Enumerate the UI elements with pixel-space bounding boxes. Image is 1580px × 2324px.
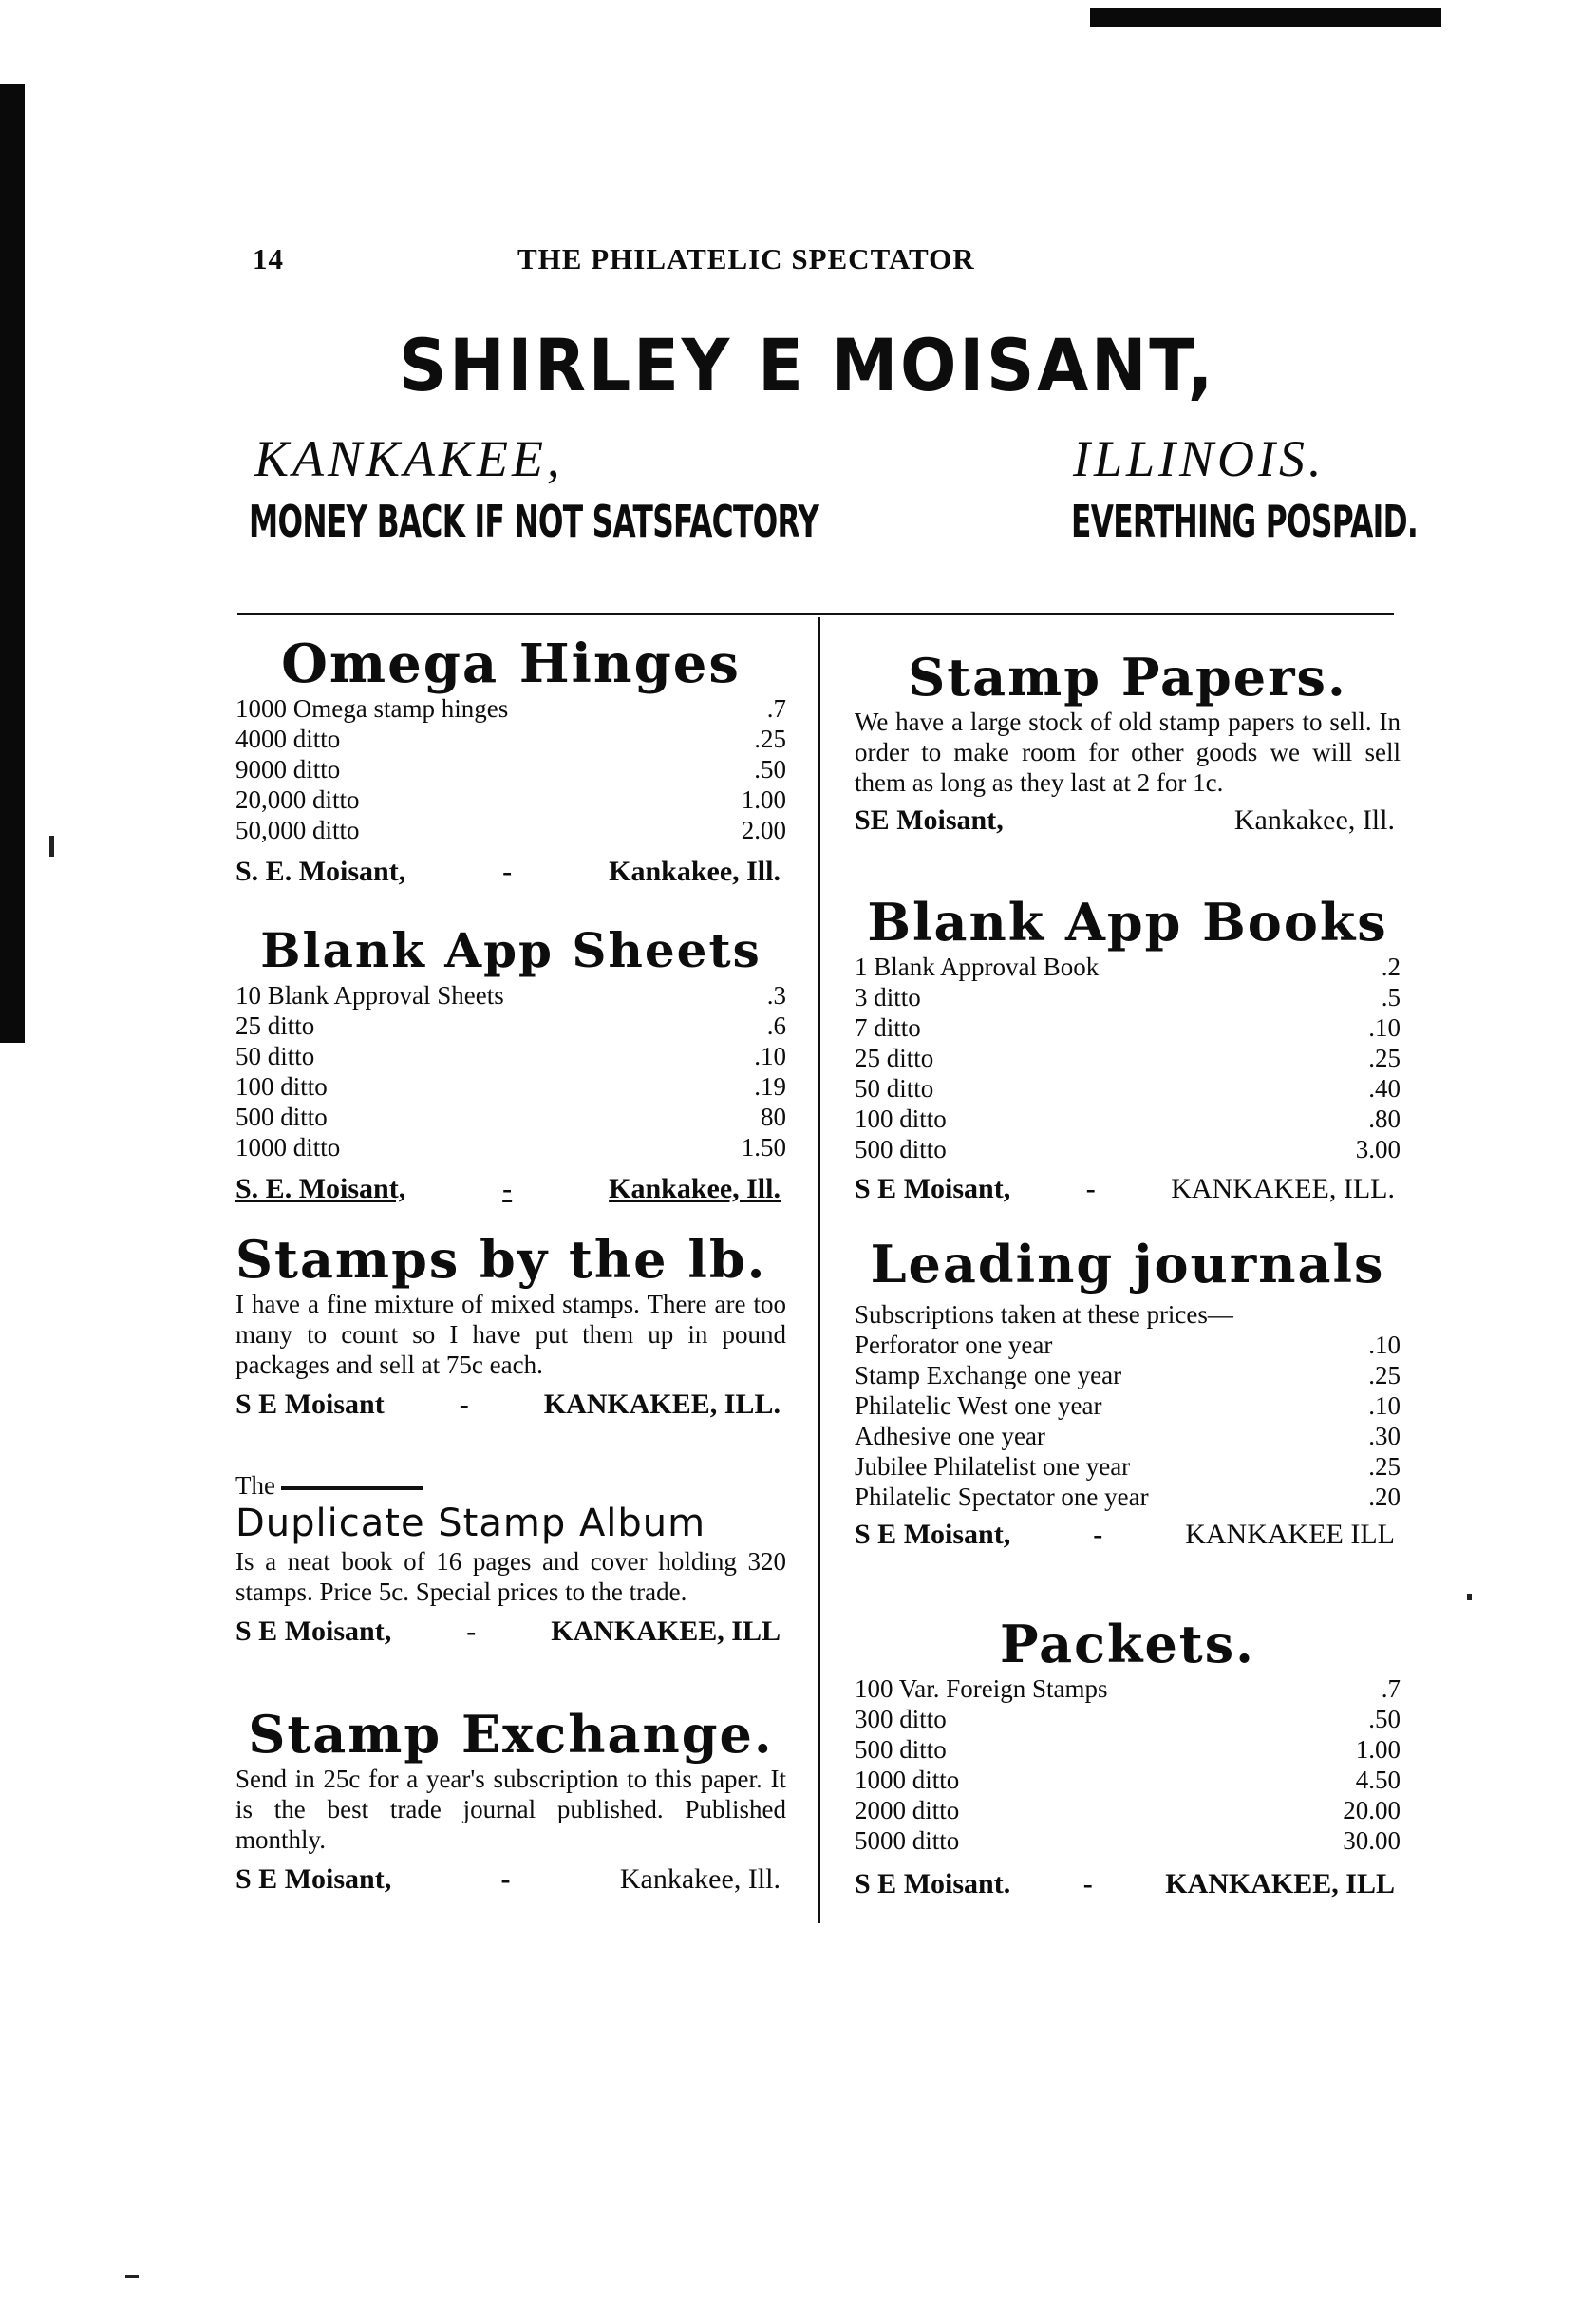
signature-line xyxy=(235,1613,786,1651)
sig-name: S E Moisant. xyxy=(855,1868,1011,1899)
item-price: .10 xyxy=(754,1042,786,1070)
sig-name: S. E. Moisant, xyxy=(235,1173,406,1204)
item-qty: 20,000 ditto xyxy=(235,785,360,814)
sig-sep: - xyxy=(1093,1519,1103,1550)
sig-location: KANKAKEE ILL xyxy=(1185,1519,1395,1550)
sig-sep: - xyxy=(466,1615,477,1647)
item-price: 20.00 xyxy=(1343,1796,1401,1824)
section-title: Packets. xyxy=(1000,1614,1255,1674)
sig-sep: - xyxy=(502,1173,513,1204)
signature-line xyxy=(855,802,1401,840)
item-qty: 100 Var. Foreign Stamps xyxy=(855,1674,1108,1703)
scan-edge-bar-left xyxy=(0,84,25,1043)
scan-speck xyxy=(49,836,54,857)
item-qty: 500 ditto xyxy=(855,1735,947,1764)
item-qty: 25 ditto xyxy=(235,1011,315,1040)
slogan-money-back: MONEY BACK IF NOT SATSFACTORY xyxy=(249,496,819,547)
price-row xyxy=(855,1825,1401,1856)
horizontal-rule xyxy=(237,613,1394,615)
item-qty: 7 ditto xyxy=(855,1013,921,1042)
price-row xyxy=(855,1734,1401,1765)
price-row xyxy=(855,1012,1401,1043)
price-row xyxy=(235,815,786,845)
sig-sep: - xyxy=(1085,1173,1096,1204)
sig-name: S. E. Moisant, xyxy=(235,856,406,887)
sig-name: SE Moisant, xyxy=(855,804,1004,836)
item-price: .3 xyxy=(766,981,786,1010)
price-row xyxy=(855,1482,1401,1512)
price-row xyxy=(855,1134,1401,1164)
item-qty: Stamp Exchange one year xyxy=(855,1361,1122,1389)
price-row xyxy=(235,754,786,784)
price-row xyxy=(855,1073,1401,1104)
advertiser-name: SHIRLEY E MOISANT, xyxy=(399,323,1216,407)
price-row xyxy=(855,1421,1401,1451)
ad-omega-hinges xyxy=(235,634,786,891)
sig-location: KANKAKEE, ILL. xyxy=(1171,1173,1395,1204)
section-title: Omega Hinges xyxy=(281,633,741,695)
page-number: 14 xyxy=(253,242,284,275)
ad-blank-app-books xyxy=(855,893,1401,1208)
slogan-postpaid: EVERTHING POSPAID. xyxy=(1071,496,1419,547)
section-title: Blank App Sheets xyxy=(260,922,762,978)
item-qty: 50,000 ditto xyxy=(235,816,360,844)
item-price: .40 xyxy=(1368,1074,1401,1103)
ad-stamp-exchange xyxy=(235,1705,786,1899)
ad-body: Send in 25c for a year's subscription to this paper. It is the best trade journal published. Published monthly. xyxy=(235,1765,786,1854)
section-title: Leading journals xyxy=(870,1234,1385,1294)
item-price: .6 xyxy=(766,1011,786,1040)
item-price: .10 xyxy=(1368,1391,1401,1420)
sig-location: KANKAKEE, ILL xyxy=(551,1615,781,1647)
ad-stamp-papers xyxy=(855,648,1401,840)
price-row xyxy=(235,724,786,754)
price-row xyxy=(235,1102,786,1132)
item-price: .10 xyxy=(1368,1013,1401,1042)
section-title: Stamp Exchange. xyxy=(248,1704,774,1765)
price-row xyxy=(235,980,786,1011)
item-qty: 1000 ditto xyxy=(855,1766,960,1794)
item-qty: 50 ditto xyxy=(855,1074,934,1103)
sig-sep: - xyxy=(502,856,513,887)
item-qty: Jubilee Philatelist one year xyxy=(855,1452,1131,1481)
sig-name: S E Moisant, xyxy=(235,1863,392,1895)
item-price: .30 xyxy=(1368,1422,1401,1450)
price-row xyxy=(855,1390,1401,1421)
section-title: Duplicate Stamp Album xyxy=(235,1502,706,1545)
item-price: 1.50 xyxy=(741,1133,786,1162)
album-the xyxy=(235,1470,786,1501)
item-price: .25 xyxy=(1368,1044,1401,1072)
item-price: .5 xyxy=(1381,983,1401,1011)
sig-name: S E Moisant, xyxy=(855,1173,1011,1204)
sig-name: S E Moisant, xyxy=(235,1615,392,1647)
scan-speck xyxy=(1467,1594,1472,1600)
item-price: .7 xyxy=(1381,1674,1401,1703)
sig-sep: - xyxy=(1082,1868,1093,1899)
price-row xyxy=(855,1451,1401,1482)
section-title: Blank App Books xyxy=(867,892,1388,953)
item-qty: 300 ditto xyxy=(855,1705,947,1733)
signature-line xyxy=(855,1865,1401,1903)
price-row xyxy=(855,1673,1401,1704)
journals-intro: Subscriptions taken at these prices— xyxy=(855,1300,1233,1329)
signature-line xyxy=(235,1386,786,1424)
item-price: 30.00 xyxy=(1343,1826,1401,1855)
price-row xyxy=(855,982,1401,1012)
sig-location: Kankakee, Ill. xyxy=(609,856,781,887)
item-price: .2 xyxy=(1381,953,1401,981)
item-qty: 500 ditto xyxy=(235,1103,328,1131)
item-price: .50 xyxy=(754,755,786,784)
item-qty: 5000 ditto xyxy=(855,1826,960,1855)
item-qty: 1000 Omega stamp hinges xyxy=(235,694,509,723)
item-price: 1.00 xyxy=(1355,1735,1401,1764)
price-row xyxy=(855,1360,1401,1390)
item-price: .20 xyxy=(1368,1483,1401,1511)
decorative-dash xyxy=(281,1486,423,1490)
scan-speck xyxy=(125,2275,139,2278)
price-row xyxy=(855,1104,1401,1134)
signature-line xyxy=(235,1170,786,1208)
sig-sep: - xyxy=(500,1863,511,1895)
ad-blank-app-sheets xyxy=(235,921,786,1208)
price-row xyxy=(855,1704,1401,1734)
the-word: The xyxy=(235,1471,275,1500)
advertiser-city: KANKAKEE, xyxy=(254,430,564,487)
item-qty: 50 ditto xyxy=(235,1042,315,1070)
signature-line xyxy=(855,1170,1401,1208)
item-price: .25 xyxy=(1368,1452,1401,1481)
signature-line xyxy=(855,1516,1401,1554)
item-qty: 1 Blank Approval Book xyxy=(855,953,1100,981)
signature-line xyxy=(235,1861,786,1899)
signature-line xyxy=(235,853,786,891)
price-row xyxy=(235,1132,786,1162)
ad-stamps-by-the-lb xyxy=(235,1230,786,1424)
price-row xyxy=(855,1330,1401,1360)
item-price: .7 xyxy=(766,694,786,723)
item-qty: 500 ditto xyxy=(855,1135,947,1163)
ad-duplicate-stamp-album xyxy=(235,1470,786,1651)
item-price: 2.00 xyxy=(741,816,786,844)
journal-title: THE PHILATELIC SPECTATOR xyxy=(517,242,975,275)
item-qty: Adhesive one year xyxy=(855,1422,1045,1450)
ad-body: I have a fine mixture of mixed stamps. There are too many to count so I have put them up in pound packages and sell at 75c each. xyxy=(235,1290,786,1379)
column-divider xyxy=(818,617,820,1923)
item-qty: Philatelic Spectator one year xyxy=(855,1483,1149,1511)
section-title: Stamps by the lb. xyxy=(235,1229,767,1290)
item-price: .80 xyxy=(1368,1105,1401,1133)
price-row xyxy=(855,1043,1401,1073)
price-row xyxy=(855,952,1401,982)
item-qty: 10 Blank Approval Sheets xyxy=(235,981,504,1010)
sig-location: KANKAKEE, ILL xyxy=(1165,1868,1395,1899)
item-qty: 100 ditto xyxy=(855,1105,947,1133)
sig-location: Kankakee, Ill. xyxy=(1233,804,1395,836)
item-price: .50 xyxy=(1368,1705,1401,1733)
item-price: 1.00 xyxy=(741,785,786,814)
item-qty: 2000 ditto xyxy=(855,1796,960,1824)
item-qty: 1000 ditto xyxy=(235,1133,341,1162)
price-row xyxy=(235,1071,786,1102)
item-price: .25 xyxy=(754,725,786,753)
item-qty: 9000 ditto xyxy=(235,755,341,784)
price-row xyxy=(235,693,786,724)
sig-location: KANKAKEE, ILL. xyxy=(543,1389,781,1420)
price-row xyxy=(235,784,786,815)
item-price: 3.00 xyxy=(1355,1135,1401,1163)
item-price: 4.50 xyxy=(1355,1766,1401,1794)
ad-leading-journals xyxy=(855,1235,1401,1554)
item-qty: Perforator one year xyxy=(855,1331,1053,1359)
price-row xyxy=(235,1011,786,1041)
scan-edge-bar-top xyxy=(1090,8,1441,27)
item-qty: 4000 ditto xyxy=(235,725,341,753)
section-title: Stamp Papers. xyxy=(908,647,1347,708)
item-price: .10 xyxy=(1368,1331,1401,1359)
sig-name: S E Moisant, xyxy=(855,1519,1011,1550)
ad-body: Is a neat book of 16 pages and cover holding 320 stamps. Price 5c. Special prices to the trade. xyxy=(235,1547,786,1606)
item-qty: Philatelic West one year xyxy=(855,1391,1102,1420)
item-price: .19 xyxy=(754,1072,786,1101)
price-row xyxy=(855,1795,1401,1825)
item-qty: 100 ditto xyxy=(235,1072,328,1101)
ad-packets xyxy=(855,1615,1401,1903)
item-price: .25 xyxy=(1368,1361,1401,1389)
page-header xyxy=(237,242,1092,280)
item-price: 80 xyxy=(761,1103,786,1131)
sig-sep: - xyxy=(459,1389,469,1420)
sig-location: Kankakee, Ill. xyxy=(609,1173,781,1204)
item-qty: 3 ditto xyxy=(855,983,921,1011)
sig-name: S E Moisant xyxy=(235,1389,385,1420)
sig-location: Kankakee, Ill. xyxy=(619,1863,781,1895)
price-row xyxy=(235,1041,786,1071)
ad-body: We have a large stock of old stamp papers to sell. In order to make room for other goods we will sell them as long as they last at 2 for 1c. xyxy=(855,708,1401,797)
item-qty: 25 ditto xyxy=(855,1044,934,1072)
price-row xyxy=(855,1765,1401,1795)
advertiser-state: ILLINOIS. xyxy=(1073,430,1326,487)
